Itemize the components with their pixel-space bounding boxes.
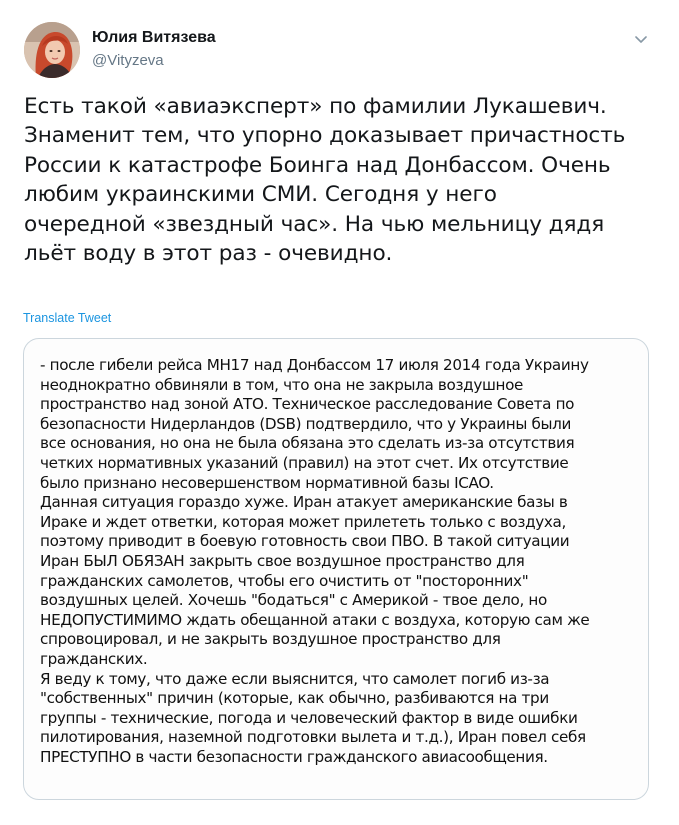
image-text-line: НЕДОПУСТИМИМО ждать обещанной атаки с воздуха, которую сам же — [40, 610, 590, 629]
image-text-line: было признано несовершенством нормативной базы ICAO. — [40, 473, 494, 492]
attached-image[interactable] — [23, 338, 649, 800]
image-text-line: неоднократно обвиняли в том, что она не закрыла воздушное — [40, 375, 524, 394]
image-text-line: "собственных" причин (которые, как обычно, разбиваются на три — [40, 689, 549, 708]
image-text-line: все основания, но она не была обязана это сделать из-за отсутствия — [40, 434, 575, 453]
image-text-line: Я веду к тому, что даже если выяснится, что самолет погиб из-за — [40, 669, 550, 688]
author-display-name[interactable]: Юлия Витязева — [92, 29, 216, 46]
author-names — [92, 28, 216, 71]
image-text-line: безопасности Нидерландов (DSB) подтвердило, что у Украины были — [40, 414, 572, 433]
tweet-header — [20, 22, 660, 82]
image-text-line: группы - технические, погода и человеческий фактор в виде ошибки — [40, 708, 578, 727]
author-handle[interactable]: @Vityzeva — [92, 52, 164, 69]
image-text-line: поэтому приводит в боевую готовность свои ПВО. В такой ситуации — [40, 532, 570, 551]
image-text-line: гражданских. — [40, 649, 148, 668]
image-text-line: четких нормативных указаний (правил) на этот счет. Их отсутствие — [40, 453, 569, 472]
image-text-line: пилотирования, наземной подготовки вылета и т.д.), Иран повел себя — [40, 728, 586, 747]
tweet-text-line: льёт воду в этот раз - очевидно. — [24, 241, 393, 267]
image-text-line: Иран БЫЛ ОБЯЗАН закрыть свое воздушное пространство для — [40, 551, 525, 570]
image-text-line: ПРЕСТУПНО в части безопасности гражданского авиасообщения. — [40, 747, 548, 766]
tweet-text-line: Знаменит тем, что упорно доказывает причастность — [24, 123, 626, 149]
image-text-line: Данная ситуация гораздо хуже. Иран атакует американские базы в — [40, 493, 568, 512]
image-text-line: воздушных целей. Хочешь "бодаться" с Америкой - твое дело, но — [40, 591, 547, 610]
tweet-text-line: очередной «звездный час». На чью мельницу дядя — [24, 211, 605, 237]
tweet-text-line: России к катастрофе Боинга над Донбассом. Очень — [24, 152, 611, 178]
image-text-line: пространство над зоной АТО. Техническое расследование Совета по — [40, 395, 575, 414]
tweet-text-line: Есть такой «авиаэксперт» по фамилии Лукашевич. — [24, 94, 607, 119]
tweet-text — [24, 92, 664, 268]
image-text-line: Ираке и ждет ответки, которая может прилететь только с воздуха, — [40, 512, 566, 531]
avatar[interactable] — [24, 22, 80, 78]
image-text-line: гражданских самолетов, чтобы его очистить от "посторонних" — [40, 571, 529, 590]
avatar-photo — [24, 22, 80, 78]
image-text — [40, 356, 640, 767]
chevron-down-icon[interactable] — [632, 30, 650, 48]
tweet-text-line: любим украинскими СМИ. Сегодня у него — [24, 182, 497, 208]
image-text-line: - после гибели рейса МН17 над Донбассом 17 июля 2014 года Украину — [40, 356, 589, 374]
translate-tweet-link[interactable]: Translate Tweet — [23, 311, 112, 325]
image-text-line: спровоцировал, и не закрыть воздушное пространство для — [40, 630, 501, 649]
